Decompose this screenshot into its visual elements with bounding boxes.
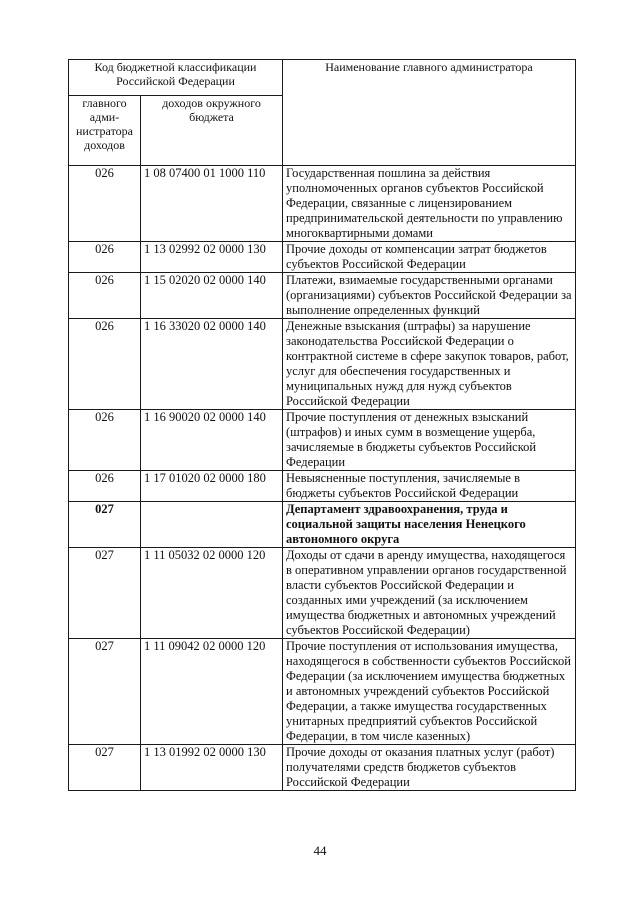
- admin-code-cell: 026: [69, 471, 141, 502]
- admin-code-cell: 027: [69, 548, 141, 639]
- income-code-cell: 1 16 90020 02 0000 140: [141, 410, 283, 471]
- table-row: [69, 242, 576, 273]
- header-row-group: [69, 60, 576, 96]
- administrator-name-cell: Доходы от сдачи в аренду имущества, находящегося в оперативном управлении органов государственной власти субъектов Российской Федерации и созданных ими учреждений (за исключением имущества бюджетных и автономных учреждений субъектов Российской Федерации): [283, 548, 576, 639]
- header-group-title: Код бюджетной классификации Российской Федерации: [69, 60, 283, 96]
- income-code-cell: 1 16 33020 02 0000 140: [141, 319, 283, 410]
- administrator-name-cell: Прочие доходы от оказания платных услуг (работ) получателями средств бюджетов субъектов Российской Федерации: [283, 745, 576, 791]
- income-code-cell: 1 08 07400 01 1000 110: [141, 166, 283, 242]
- admin-code-cell: 026: [69, 319, 141, 410]
- admin-code-cell: 026: [69, 273, 141, 319]
- administrator-name-cell: Государственная пошлина за действия уполномоченных органов субъектов Российской Федерации, связанные с лицензированием предпринимательской деятельности по управлению многоквартирными домами: [283, 166, 576, 242]
- table-row: [69, 639, 576, 745]
- header-col-name: Наименование главного администратора: [283, 60, 576, 166]
- administrator-name-cell: Прочие поступления от использования имущества, находящегося в собственности субъектов Российской Федерации (за исключением имущества бюджетных и автономных учреждений субъектов Российской Федерации, а также имущества государственных унитарных предприятий субъектов Российской Федерации, в том числе казенных): [283, 639, 576, 745]
- header-col-income: доходов окружного бюджета: [141, 96, 283, 166]
- table-row: [69, 745, 576, 791]
- table-row: [69, 502, 576, 548]
- administrator-name-cell: Прочие доходы от компенсации затрат бюджетов субъектов Российской Федерации: [283, 242, 576, 273]
- admin-code-cell: 027: [69, 502, 141, 548]
- budget-classification-table: [68, 59, 576, 791]
- table-row: [69, 166, 576, 242]
- administrator-name-cell: Департамент здравоохранения, труда и социальной защиты населения Ненецкого автономного округа: [283, 502, 576, 548]
- administrator-name-cell: Платежи, взимаемые государственными органами (организациями) субъектов Российской Федерации за выполнение определенных функций: [283, 273, 576, 319]
- income-code-cell: 1 13 02992 02 0000 130: [141, 242, 283, 273]
- admin-code-cell: 026: [69, 242, 141, 273]
- page-number: 44: [313, 843, 327, 858]
- table-row: [69, 319, 576, 410]
- table-row: [69, 410, 576, 471]
- income-code-cell: 1 15 02020 02 0000 140: [141, 273, 283, 319]
- admin-code-cell: 027: [69, 639, 141, 745]
- admin-code-cell: 027: [69, 745, 141, 791]
- administrator-name-cell: Невыясненные поступления, зачисляемые в бюджеты субъектов Российской Федерации: [283, 471, 576, 502]
- administrator-name-cell: Прочие поступления от денежных взысканий (штрафов) и иных сумм в возмещение ущерба, зачисляемые в бюджеты субъектов Российской Федерации: [283, 410, 576, 471]
- admin-code-cell: 026: [69, 410, 141, 471]
- income-code-cell: 1 11 05032 02 0000 120: [141, 548, 283, 639]
- income-code-cell: 1 13 01992 02 0000 130: [141, 745, 283, 791]
- table-row: [69, 273, 576, 319]
- table-row: [69, 548, 576, 639]
- header-col-admin: главного адми-нистратора доходов: [69, 96, 141, 166]
- administrator-name-cell: Денежные взыскания (штрафы) за нарушение законодательства Российской Федерации о контрактной системе в сфере закупок товаров, работ, услуг для обеспечения государственных и муниципальных нужд для нужд субъектов Российской Федерации: [283, 319, 576, 410]
- income-code-cell: [141, 502, 283, 548]
- income-code-cell: 1 17 01020 02 0000 180: [141, 471, 283, 502]
- income-code-cell: 1 11 09042 02 0000 120: [141, 639, 283, 745]
- admin-code-cell: 026: [69, 166, 141, 242]
- table-row: [69, 471, 576, 502]
